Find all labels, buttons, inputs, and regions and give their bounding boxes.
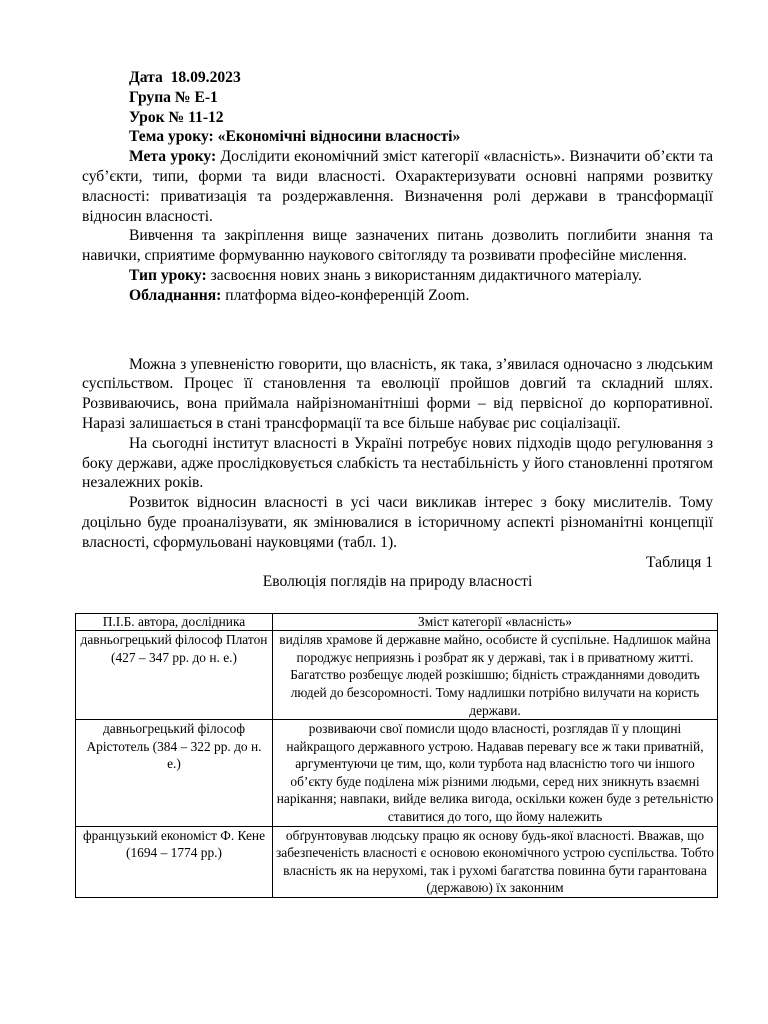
topic-label: Тема уроку: — [129, 128, 214, 146]
body-paragraph-3: Розвиток відносин власності в усі часи викликав інтерес з боку мислителів. Тому доцільно буде проаналізувати, як змінювалися в історичному аспекті різноманітні концепції власності, сформульовані науковцями (табл. 1). — [82, 494, 713, 551]
goal-label: Мета уроку: — [129, 148, 217, 166]
goal-paragraph — [82, 147, 713, 226]
table-title: Еволюція поглядів на природу власності — [262, 573, 533, 591]
author-cell: давньогрецький філософ Арістотель (384 – 322 рр. до н. е.) — [76, 720, 273, 827]
table-row — [76, 826, 718, 897]
topic-line — [82, 127, 713, 147]
study-paragraph: Вивчення та закріплення вище зазначених питань дозволить поглибити знання та навички, сприятиме формуванню наукового світогляду та розвивати професійне мислення. — [82, 227, 713, 265]
equipment-label: Обладнання: — [129, 286, 222, 304]
goal-text: Дослідити економічний зміст категорії «власність». Визначити об’єкти та суб’єкти, типи, форми та види власності. Охарактеризувати основні напрями розвитку власності: приватизація та роздержавлення. Визначення ролі держави в трансформації відносин власності. — [82, 148, 713, 225]
topic-value: «Економічні відносини власності» — [217, 128, 461, 146]
equipment-paragraph — [82, 286, 713, 306]
group-line — [82, 88, 713, 108]
header-author: П.І.Б. автора, дослідника — [76, 614, 273, 631]
table-row — [76, 720, 718, 827]
lesson-type-paragraph — [82, 266, 713, 286]
table-number: Таблиця 1 — [646, 553, 713, 571]
content-cell: розвиваючи свої помисли щодо власності, розглядав її у площині найкращого державного устрою. Надавав перевагу все ж таки приватній, аргументуючи це тим, що, коли турбота над власністю того чи іншого об’єкту буде поділена між різними людьми, серед них зникнуть взаємні нарікання; навпаки, вийде велика вигода, оскільки кожен буде з ретельністю ставитися до того, що йому належить — [273, 720, 718, 827]
date-value: 18.09.2023 — [170, 69, 241, 86]
spacer — [82, 306, 713, 355]
document-page — [82, 68, 713, 898]
body-paragraph-2: На сьогодні інститут власності в Україні потребує нових підходів щодо регулювання з боку держави, адже прослідковується слабкість та нестабільність у його становленні протягом незалежних років. — [82, 434, 713, 492]
content-cell: виділяв храмове й державне майно, особисте й суспільне. Надлишок майна породжує неприязнь і розбрат як у державі, так і в приватному житті. Багатство розбещує людей розкішшю; бідність стражданнями доводить людей до безсоромності. Тому надлишки потрібно вилучати на користь держави. — [273, 631, 718, 720]
lesson-type-text: засвоєння нових знань з використанням дидактичного матеріалу. — [210, 266, 642, 284]
lesson-line — [82, 108, 713, 128]
content-cell: обґрунтовував людську працю як основу будь-якої власності. Вважав, що забезпеченість власності є основою економічного устрою суспільства. Тобто власність як на нерухомі, так і рухомі багатства повинна бути гарантована (державою) їх законним — [273, 826, 718, 897]
date-line — [82, 68, 713, 88]
evolution-table — [75, 613, 718, 898]
table-row — [76, 631, 718, 720]
author-cell: давньогрецький філософ Платон (427 – 347 рр. до н. е.) — [76, 631, 273, 720]
author-cell: французький економіст Ф. Кене (1694 – 1774 рр.) — [76, 826, 273, 897]
table-header-row — [76, 614, 718, 631]
header-content: Зміст категорії «власність» — [273, 614, 718, 631]
equipment-text: платформа відео-конференцій Zoom. — [225, 286, 470, 304]
lesson-text: Урок № 11-12 — [129, 108, 224, 126]
body-paragraph-1: Можна з упевненістю говорити, що власність, як така, з’явилася одночасно з людським суспільством. Процес її становлення та еволюції пройшов довгий та складний шлях. Розвиваючись, вона приймала найрізноманітніші форми – від первісної до корпоративної. Наразі залишається в стані трансформації та все більше набуває рис соціалізації. — [82, 355, 713, 432]
date-label: Дата — [129, 69, 163, 86]
lesson-type-label: Тип уроку: — [129, 266, 207, 284]
group-text: Група № Е-1 — [129, 88, 218, 106]
